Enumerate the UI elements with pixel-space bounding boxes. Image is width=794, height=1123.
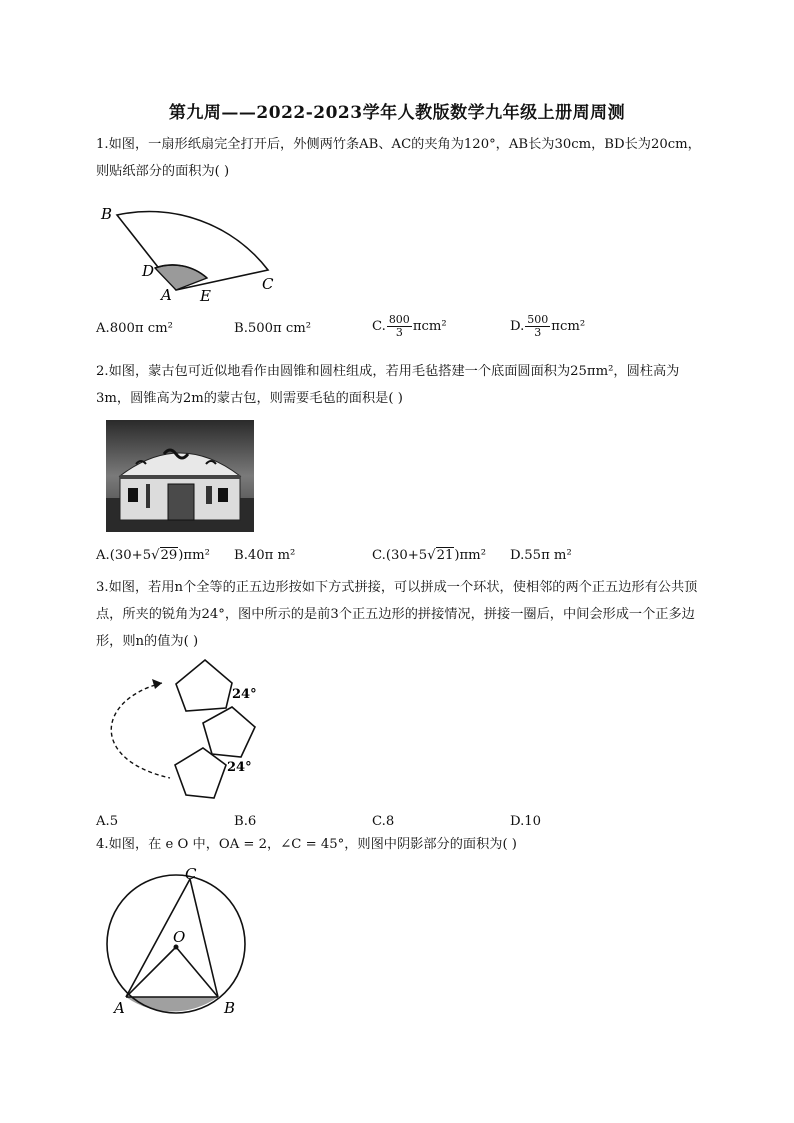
q4-label-o: O xyxy=(173,928,186,946)
q4-label-a: A xyxy=(114,999,125,1017)
q3-option-a[interactable]: A.5 xyxy=(96,814,119,829)
q1-label-b: B xyxy=(101,205,113,223)
q3-option-c[interactable]: C.8 xyxy=(372,814,395,829)
page-title: 第九周——2022-2023学年人教版数学九年级上册周周测 xyxy=(168,103,626,123)
q1-options xyxy=(96,313,701,348)
q4-circle-figure xyxy=(100,862,260,1020)
q3-angle-top: 24° xyxy=(232,687,257,702)
q2-option-c[interactable]: C.(30+5√21)πm² xyxy=(372,548,486,563)
q1-label-d: D xyxy=(142,262,155,280)
q4-label-b: B xyxy=(224,999,236,1017)
q1-label-c: C xyxy=(262,275,274,293)
q2-option-b[interactable]: B.40π m² xyxy=(234,548,296,563)
q1-option-d[interactable]: D. $\frac{500}{3}$ πcm² xyxy=(510,313,586,339)
q3-pentagons-figure xyxy=(100,652,270,802)
q4-label-c: C xyxy=(185,865,197,883)
q3-option-b[interactable]: B.6 xyxy=(234,814,257,829)
q1-fan-figure xyxy=(96,196,286,308)
q1-option-c[interactable]: C. $\frac{800}{3}$ πcm² xyxy=(372,313,447,339)
q2-option-a[interactable]: A.(30+5√29)πm² xyxy=(96,548,210,563)
q3-option-d[interactable]: D.10 xyxy=(510,814,542,829)
q1-label-e: E xyxy=(200,287,211,305)
question-4-text: 4.如图，在 e O 中，OA = 2，∠C = 45°，则图中阴影部分的面积为( ) xyxy=(96,837,517,852)
question-2-text: 2.如图，蒙古包可近似地看作由圆锥和圆柱组成，若用毛毡搭建一个底面圆面积为25πm²，圆柱高为3m，圆锥高为2m的蒙古包，则需要毛毡的面积是( ) xyxy=(96,364,680,406)
q1-label-a: A xyxy=(161,286,172,304)
q2-options xyxy=(96,545,701,575)
q3-angle-bottom: 24° xyxy=(227,760,252,775)
q2-option-d[interactable]: D.55π m² xyxy=(510,548,572,563)
question-3-text: 3.如图，若用n个全等的正五边形按如下方式拼接，可以拼成一个环状，使相邻的两个正五边形有公共顶点，所夹的锐角为24°，图中所示的是前3个正五边形的拼接情况，拼接一圈后，中间会形成一个正多边形，则n的值为( ) xyxy=(96,580,698,649)
question-1-text: 1.如图，一扇形纸扇完全打开后，外侧两竹条AB、AC的夹角为120°，AB长为30cm，BD长为20cm，则贴纸部分的面积为( ) xyxy=(96,137,701,179)
yurt-photo xyxy=(106,420,254,532)
q1-option-b[interactable]: B.500π cm² xyxy=(234,321,312,336)
q1-option-a[interactable]: A.800π cm² xyxy=(96,321,173,336)
